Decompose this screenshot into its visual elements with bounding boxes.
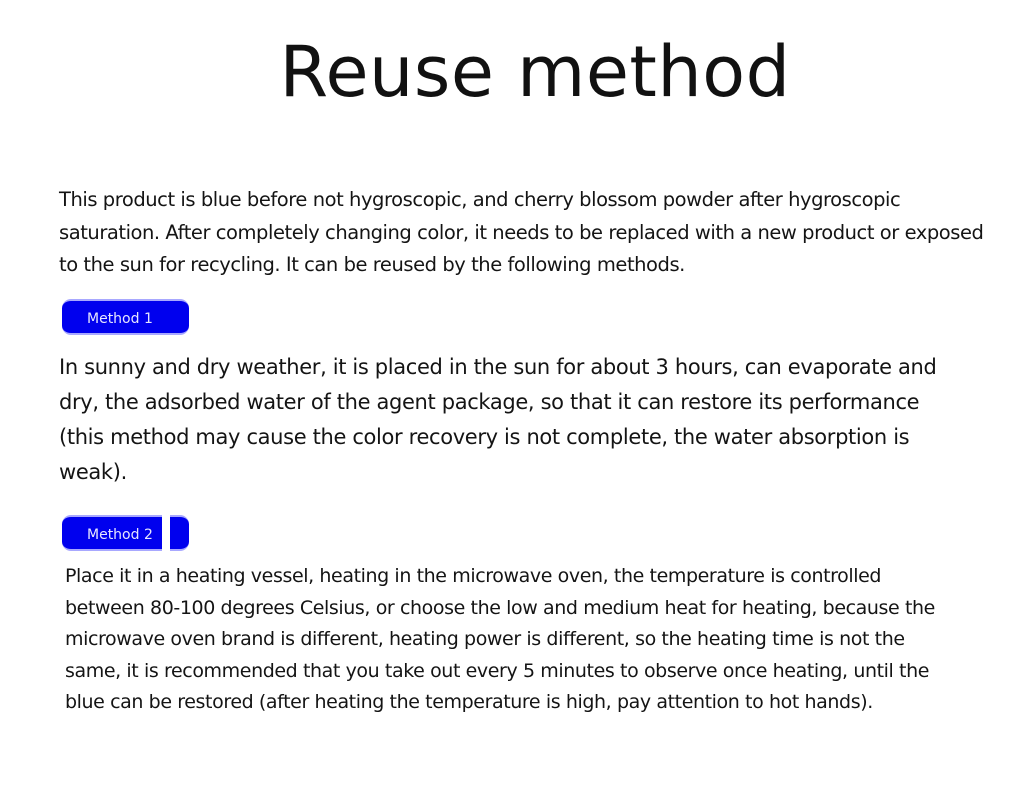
method-2-badge [62, 515, 189, 551]
method-1-description: In sunny and dry weather, it is placed in the sun for about 3 hours, can evaporate and dry, the adsorbed water of the agent package, so that it can restore its performance (this method may cause the color recovery is not complete, the water absorption is weak). [59, 355, 937, 484]
method-2-description: Place it in a heating vessel, heating in the microwave oven, the temperature is controlled between 80-100 degrees Celsius, or choose the low and medium heat for heating, because the microwave oven brand is different, heating power is different, so the heating time is not the same, it is recommended that you take out every 5 minutes to observe once heating, until the blue can be restored (after heating the temperature is high, pay attention to hot hands). [65, 565, 935, 714]
badge-notch [162, 515, 170, 551]
page-title: Reuse method [279, 31, 791, 113]
method-1-label: Method 1 [87, 311, 153, 327]
intro-paragraph: This product is blue before not hygroscopic, and cherry blossom powder after hygroscopic saturation. After completely changing color, it needs to be replaced with a new product or exposed to the sun for recycling. It can be reused by the following methods. [59, 188, 984, 276]
method-1-badge [62, 299, 189, 335]
method-2-label: Method 2 [87, 527, 153, 543]
